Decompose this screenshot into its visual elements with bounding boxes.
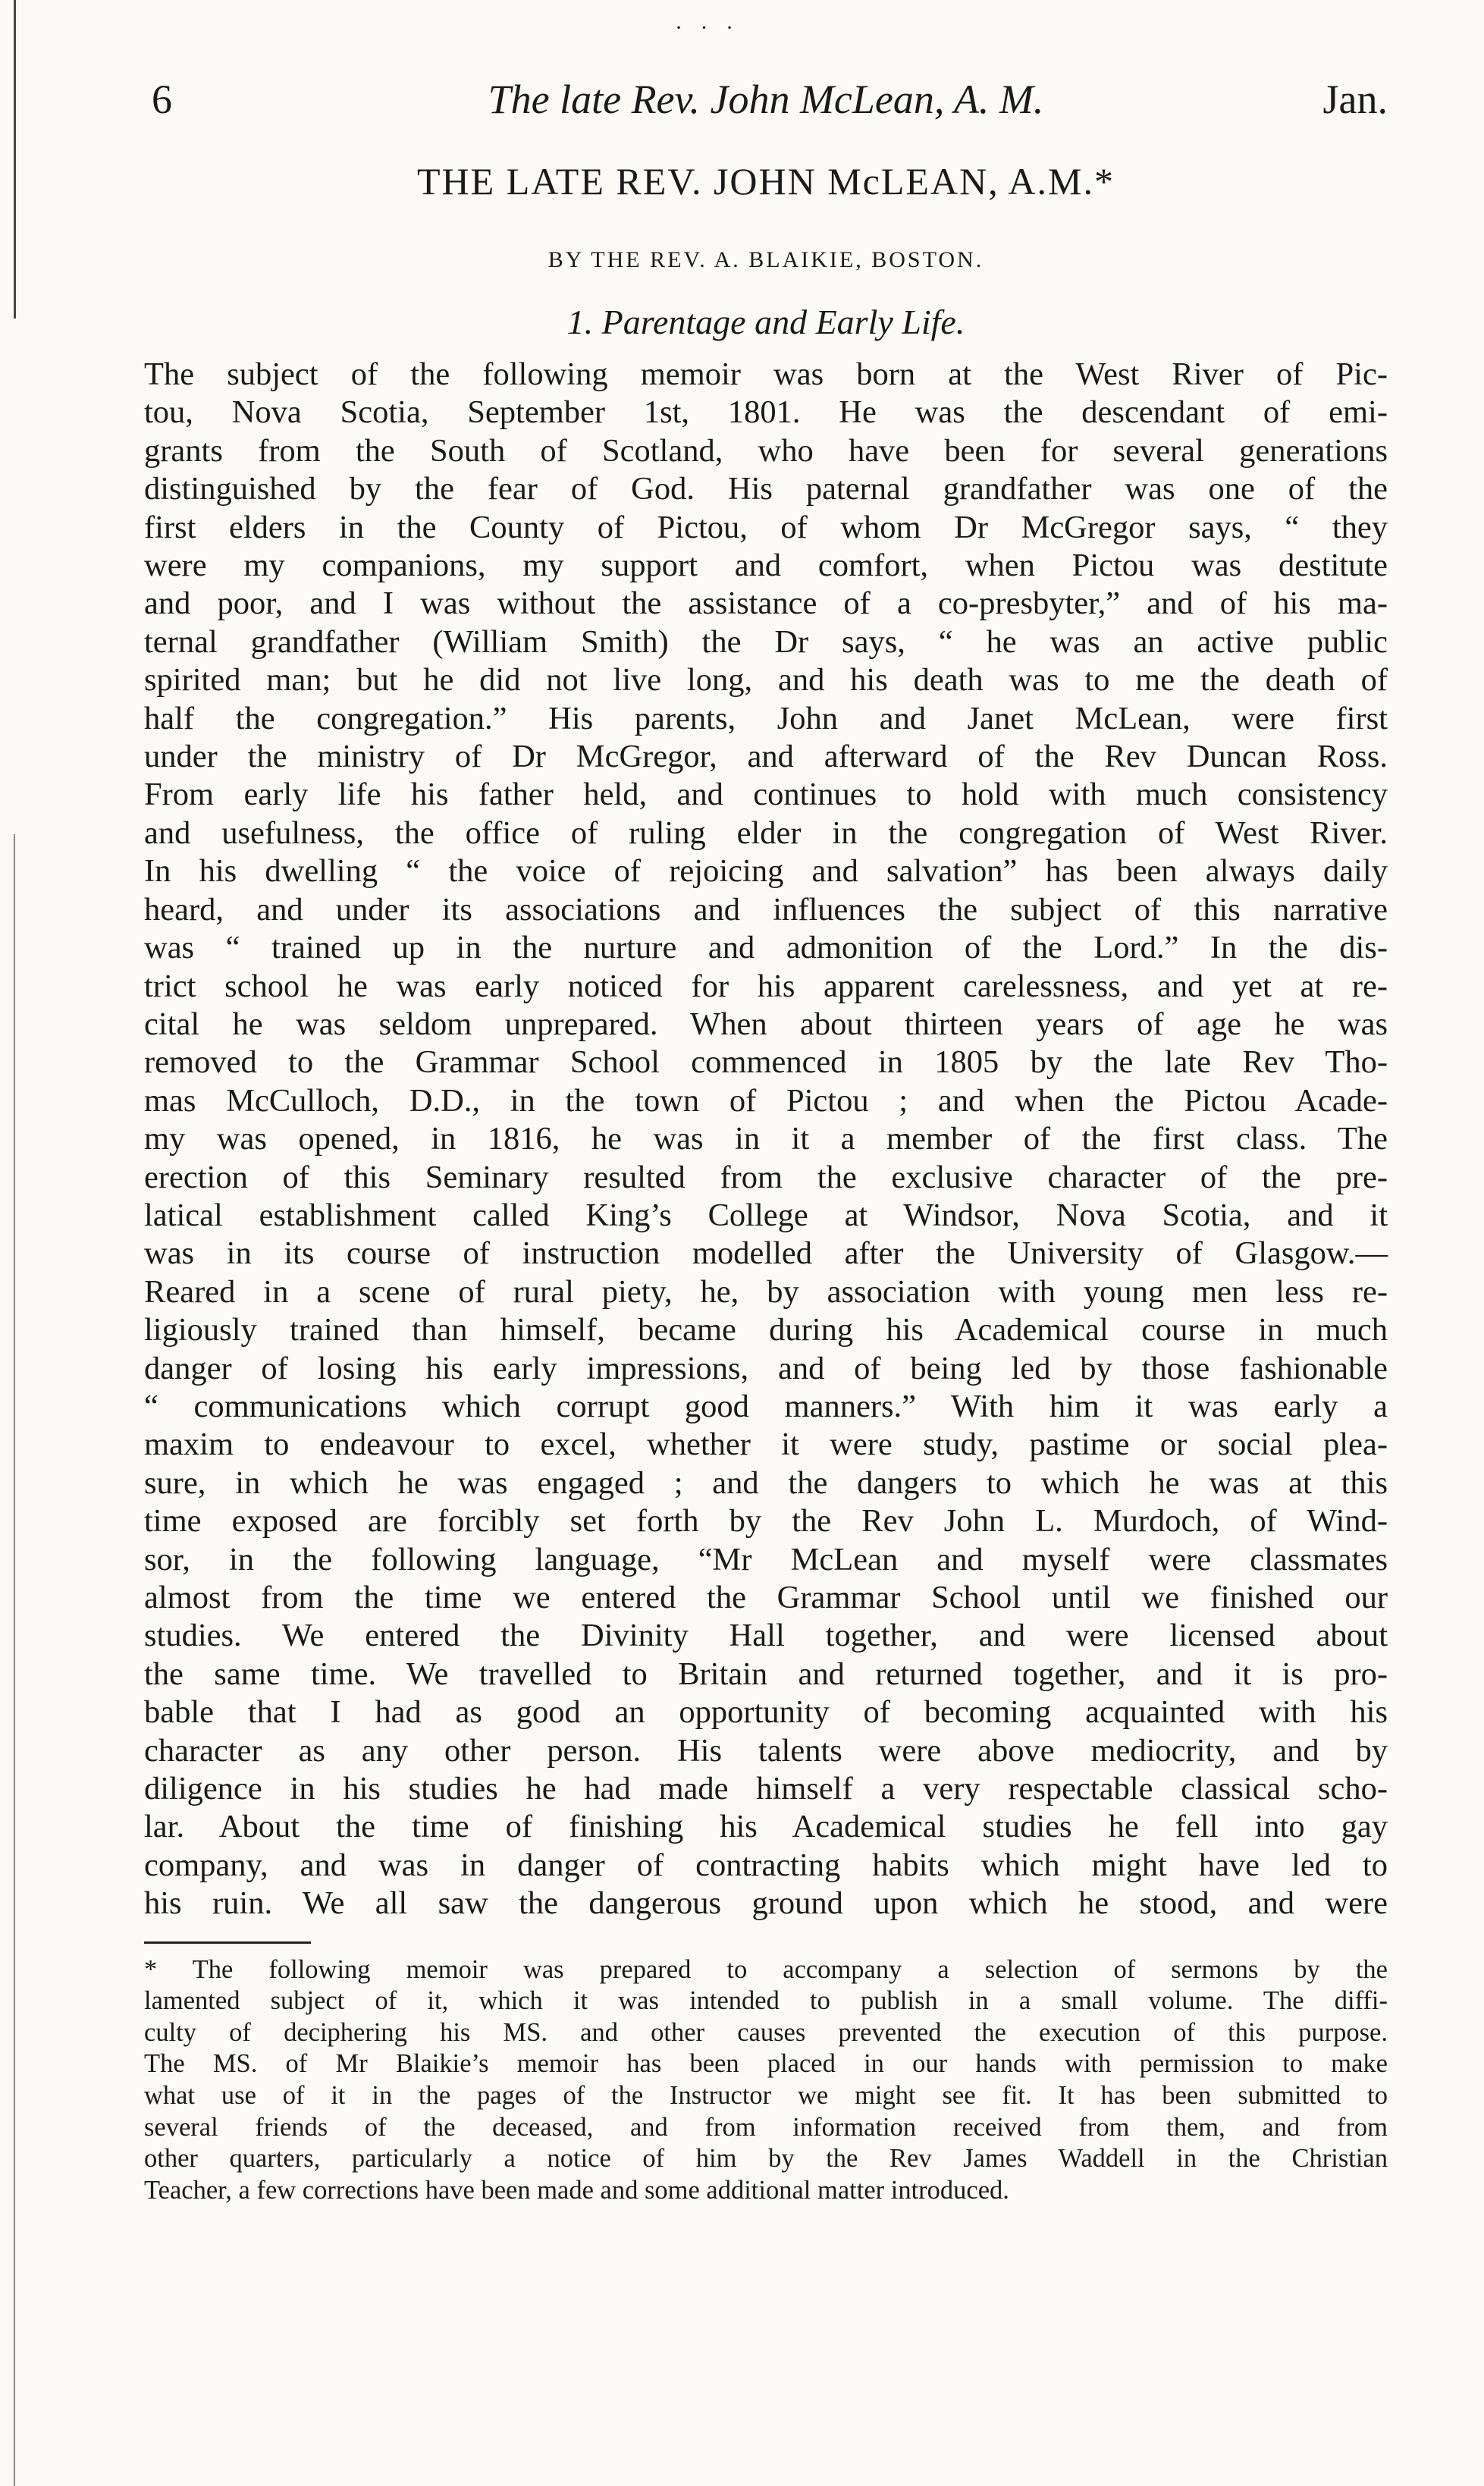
body-line: sor, in the following language, “Mr McLean and myself were classmates [144, 1541, 1388, 1577]
footnote-line: Teacher, a few corrections have been made and some additional matter introduced. [144, 2175, 1009, 2205]
scan-speckle: · · · [675, 15, 739, 40]
body-line: grants from the South of Scotland, who have been for several generations [144, 432, 1388, 469]
body-line: heard, and under its associations and influences the subject of this narrative [144, 891, 1388, 928]
body-line: was in its course of instruction modelled after the University of Glasgow.— [144, 1235, 1388, 1272]
footnote-line: The MS. of Mr Blaikie’s memoir has been placed in our hands with permission to make [144, 2049, 1388, 2079]
body-line: and poor, and I was without the assistance of a co-presbyter,” and of his ma- [144, 585, 1388, 622]
body-line: latical establishment called King’s College at Windsor, Nova Scotia, and it [144, 1197, 1388, 1233]
footnote [144, 1954, 1388, 2207]
running-title: The late Rev. John McLean, A. M. [488, 77, 1044, 122]
body-line: was “ trained up in the nurture and admonition of the Lord.” In the dis- [144, 930, 1388, 966]
body-line: sure, in which he was engaged ; and the dangers to which he was at this [144, 1464, 1388, 1501]
body-line: Reared in a scene of rural piety, he, by association with young men less re- [144, 1273, 1388, 1310]
body-line: and usefulness, the office of ruling elder in the congregation of West River. [144, 815, 1388, 851]
footnote-line: lamented subject of it, which it was intended to publish in a small volume. The diffi- [144, 1986, 1388, 2016]
body-line: ligiously trained than himself, became during his Academical course in much [144, 1312, 1388, 1348]
body-line: removed to the Grammar School commenced in 1805 by the late Rev Tho- [144, 1044, 1388, 1081]
body-line: lar. About the time of finishing his Academical studies he fell into gay [144, 1809, 1388, 1845]
body-line: mas McCulloch, D.D., in the town of Pictou ; and when the Pictou Acade- [144, 1082, 1388, 1119]
body-line: From early life his father held, and continues to hold with much consistency [144, 777, 1388, 813]
body-line: ternal grandfather (William Smith) the Dr says, “ he was an active public [144, 623, 1388, 660]
body-line: distinguished by the fear of God. His paternal grandfather was one of the [144, 471, 1388, 507]
footnote-line: several friends of the deceased, and from information received from them, and from [144, 2112, 1388, 2142]
body-line: spirited man; but he did not live long, and his death was to me the death of [144, 662, 1388, 698]
body-line: my was opened, in 1816, he was in it a member of the first class. The [144, 1121, 1388, 1157]
body-line: “ communications which corrupt good manners.” With him it was early a [144, 1388, 1388, 1424]
body-line: studies. We entered the Divinity Hall together, and were licensed about [144, 1618, 1388, 1654]
body-line: his ruin. We all saw the dangerous ground upon which he stood, and were [144, 1885, 1388, 1922]
page-number: 6 [152, 77, 172, 122]
body-line: cital he was seldom unprepared. When about thirteen years of age he was [144, 1006, 1388, 1042]
body-line: character as any other person. His talents were above mediocrity, and by [144, 1732, 1388, 1769]
footnote-line: * The following memoir was prepared to accompany a selection of sermons by the [144, 1954, 1388, 1984]
body-line: first elders in the County of Pictou, of whom Dr McGregor says, “ they [144, 509, 1388, 545]
running-head [144, 76, 1388, 137]
body-line: maxim to endeavour to excel, whether it were study, pastime or social plea- [144, 1427, 1388, 1463]
body-line: bable that I had as good an opportunity of becoming acquainted with his [144, 1694, 1388, 1731]
footnote-rule [144, 1941, 311, 1944]
body-line: were my companions, my support and comfort, when Pictou was destitute [144, 548, 1388, 584]
margin-rule [14, 0, 16, 319]
running-month: Jan. [1322, 77, 1388, 122]
body-text [144, 356, 1388, 1923]
margin-rule [14, 834, 15, 2486]
body-line: company, and was in danger of contracting habits which might have led to [144, 1847, 1388, 1883]
footnote-line: what use of it in the pages of the Instructor we might see fit. It has been submitted to [144, 2081, 1388, 2111]
section-heading: 1. Parentage and Early Life. [566, 303, 965, 341]
body-line: trict school he was early noticed for his apparent carelessness, and yet at re- [144, 968, 1388, 1004]
footnote-line: culty of deciphering his MS. and other causes prevented the execution of this purpose. [144, 2017, 1388, 2047]
body-line: almost from the time we entered the Grammar School until we finished our [144, 1580, 1388, 1615]
body-line: In his dwelling “ the voice of rejoicing and salvation” has been always daily [144, 853, 1388, 890]
body-line: erection of this Seminary resulted from the exclusive character of the pre- [144, 1159, 1388, 1195]
body-line: diligence in his studies he had made himself a very respectable classical scho- [144, 1771, 1388, 1807]
body-line: the same time. We travelled to Britain and returned together, and it is pro- [144, 1656, 1388, 1692]
body-line: danger of losing his early impressions, and of being led by those fashionable [144, 1350, 1388, 1386]
footnote-line: other quarters, particularly a notice of him by the Rev James Waddell in the Christian [144, 2144, 1388, 2174]
body-line: tou, Nova Scotia, September 1st, 1801. He was the descendant of emi- [144, 394, 1388, 431]
article-title: THE LATE REV. JOHN McLEAN, A.M.* [417, 160, 1115, 202]
body-line: under the ministry of Dr McGregor, and afterward of the Rev Duncan Ross. [144, 739, 1388, 775]
body-line: half the congregation.” His parents, John and Janet McLean, were first [144, 700, 1388, 736]
article-byline: BY THE REV. A. BLAIKIE, BOSTON. [547, 247, 984, 272]
page [144, 76, 1388, 2442]
body-line: time exposed are forcibly set forth by the Rev John L. Murdoch, of Wind- [144, 1503, 1388, 1540]
body-line: The subject of the following memoir was born at the West River of Pic- [144, 356, 1388, 392]
